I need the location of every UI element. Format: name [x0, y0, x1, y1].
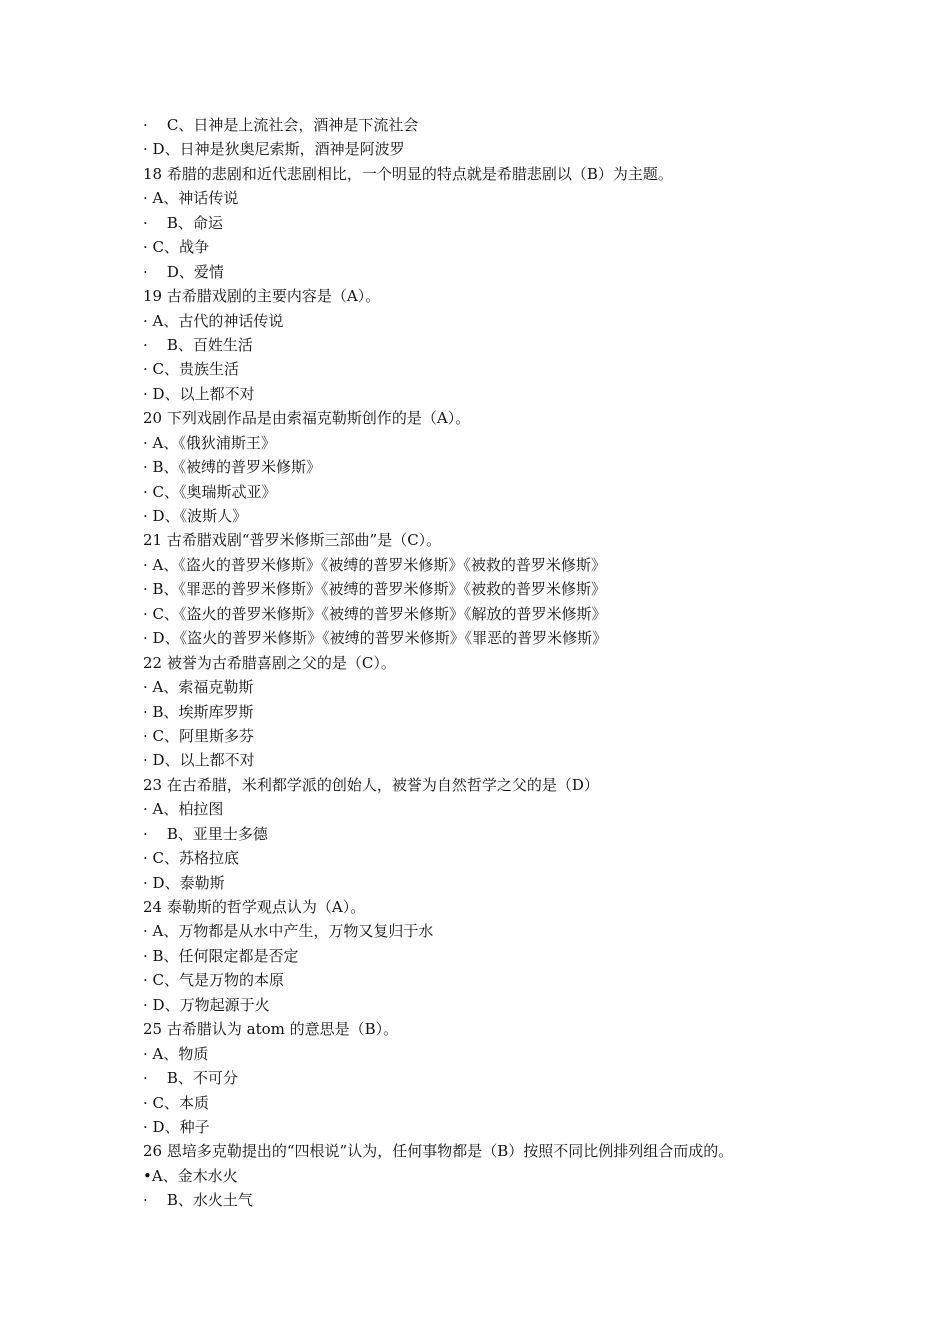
option-text: · A、物质 — [143, 1044, 209, 1063]
option-text: · B、百姓生活 — [143, 335, 253, 354]
option-text: · B、《罪恶的普罗米修斯》《被缚的普罗米修斯》《被救的普罗米修斯》 — [143, 580, 607, 599]
option-text: · B、埃斯库罗斯 — [143, 702, 254, 721]
option-text: · A、柏拉图 — [143, 800, 224, 819]
option-text: · A、古代的神话传说 — [143, 311, 284, 330]
option-text: · B、任何限定都是否定 — [143, 946, 299, 965]
option-text: · D、《波斯人》 — [143, 507, 248, 525]
text-line: · C、日神是上流社会，酒神是下流社会 — [143, 116, 419, 134]
question-text: 21 古希腊戏剧“普罗米修斯三部曲”是（C）。 — [143, 531, 442, 550]
question-text: 19 古希腊戏剧的主要内容是（A）。 — [143, 287, 381, 306]
question-text: 26 恩培多克勒提出的“四根说”认为，任何事物都是（B）按照不同比例排列组合而成的。 — [143, 1142, 734, 1161]
question-text: 18 希腊的悲剧和近代悲剧相比，一个明显的特点就是希腊悲剧以（B）为主题。 — [143, 164, 673, 183]
option-text: · C、本质 — [143, 1093, 210, 1112]
option-text: · D、万物起源于火 — [143, 995, 270, 1014]
option-text: · C、《奥瑞斯忒亚》 — [143, 482, 277, 501]
option-text: · D、以上都不对 — [143, 751, 255, 770]
option-text: · B、水火土气 — [143, 1191, 253, 1210]
option-text: · A、索福克勒斯 — [143, 678, 254, 697]
option-text: · D、爱情 — [143, 262, 224, 281]
option-text: · A、《俄狄浦斯王》 — [143, 433, 276, 452]
option-text: · C、贵族生活 — [143, 360, 240, 379]
option-text: · D、种子 — [143, 1117, 210, 1136]
question-text: 22 被誉为古希腊喜剧之父的是（C）。 — [143, 653, 396, 672]
option-text: · C、苏格拉底 — [143, 849, 240, 868]
option-text: · B、《被缚的普罗米修斯》 — [143, 458, 322, 477]
document-body — [143, 113, 863, 1213]
option-text: · C、战争 — [143, 238, 210, 257]
option-text: •A、金木水火 — [143, 1166, 238, 1185]
question-text: 20 下列戏剧作品是由索福克勒斯创作的是（A）。 — [143, 409, 471, 428]
option-text: · A、神话传说 — [143, 189, 239, 208]
option-text: · A、《盗火的普罗米修斯》《被缚的普罗米修斯》《被救的普罗米修斯》 — [143, 555, 606, 574]
option-text: · B、亚里士多德 — [143, 824, 268, 843]
option-text: · B、命运 — [143, 213, 223, 232]
option-text: · D、以上都不对 — [143, 384, 255, 403]
option-text: · C、阿里斯多芬 — [143, 726, 255, 745]
question-text: 25 古希腊认为 atom 的意思是（B）。 — [143, 1020, 399, 1039]
option-text: · C、气是万物的本原 — [143, 971, 285, 990]
question-text: 23 在古希腊，米利都学派的创始人，被誉为自然哲学之父的是（D） — [143, 775, 599, 794]
question-text: 24 泰勒斯的哲学观点认为（A）。 — [143, 898, 366, 916]
option-text: · D、泰勒斯 — [143, 873, 225, 892]
option-text: · B、不可分 — [143, 1069, 238, 1088]
option-text: · D、《盗火的普罗米修斯》《被缚的普罗米修斯》《罪恶的普罗米修斯》 — [143, 629, 608, 648]
option-text: · A、万物都是从水中产生，万物又复归于水 — [143, 922, 434, 941]
option-text: · C、《盗火的普罗米修斯》《被缚的普罗米修斯》《解放的普罗米修斯》 — [143, 604, 607, 623]
text-line: · D、日神是狄奥尼索斯，酒神是阿波罗 — [143, 140, 405, 159]
